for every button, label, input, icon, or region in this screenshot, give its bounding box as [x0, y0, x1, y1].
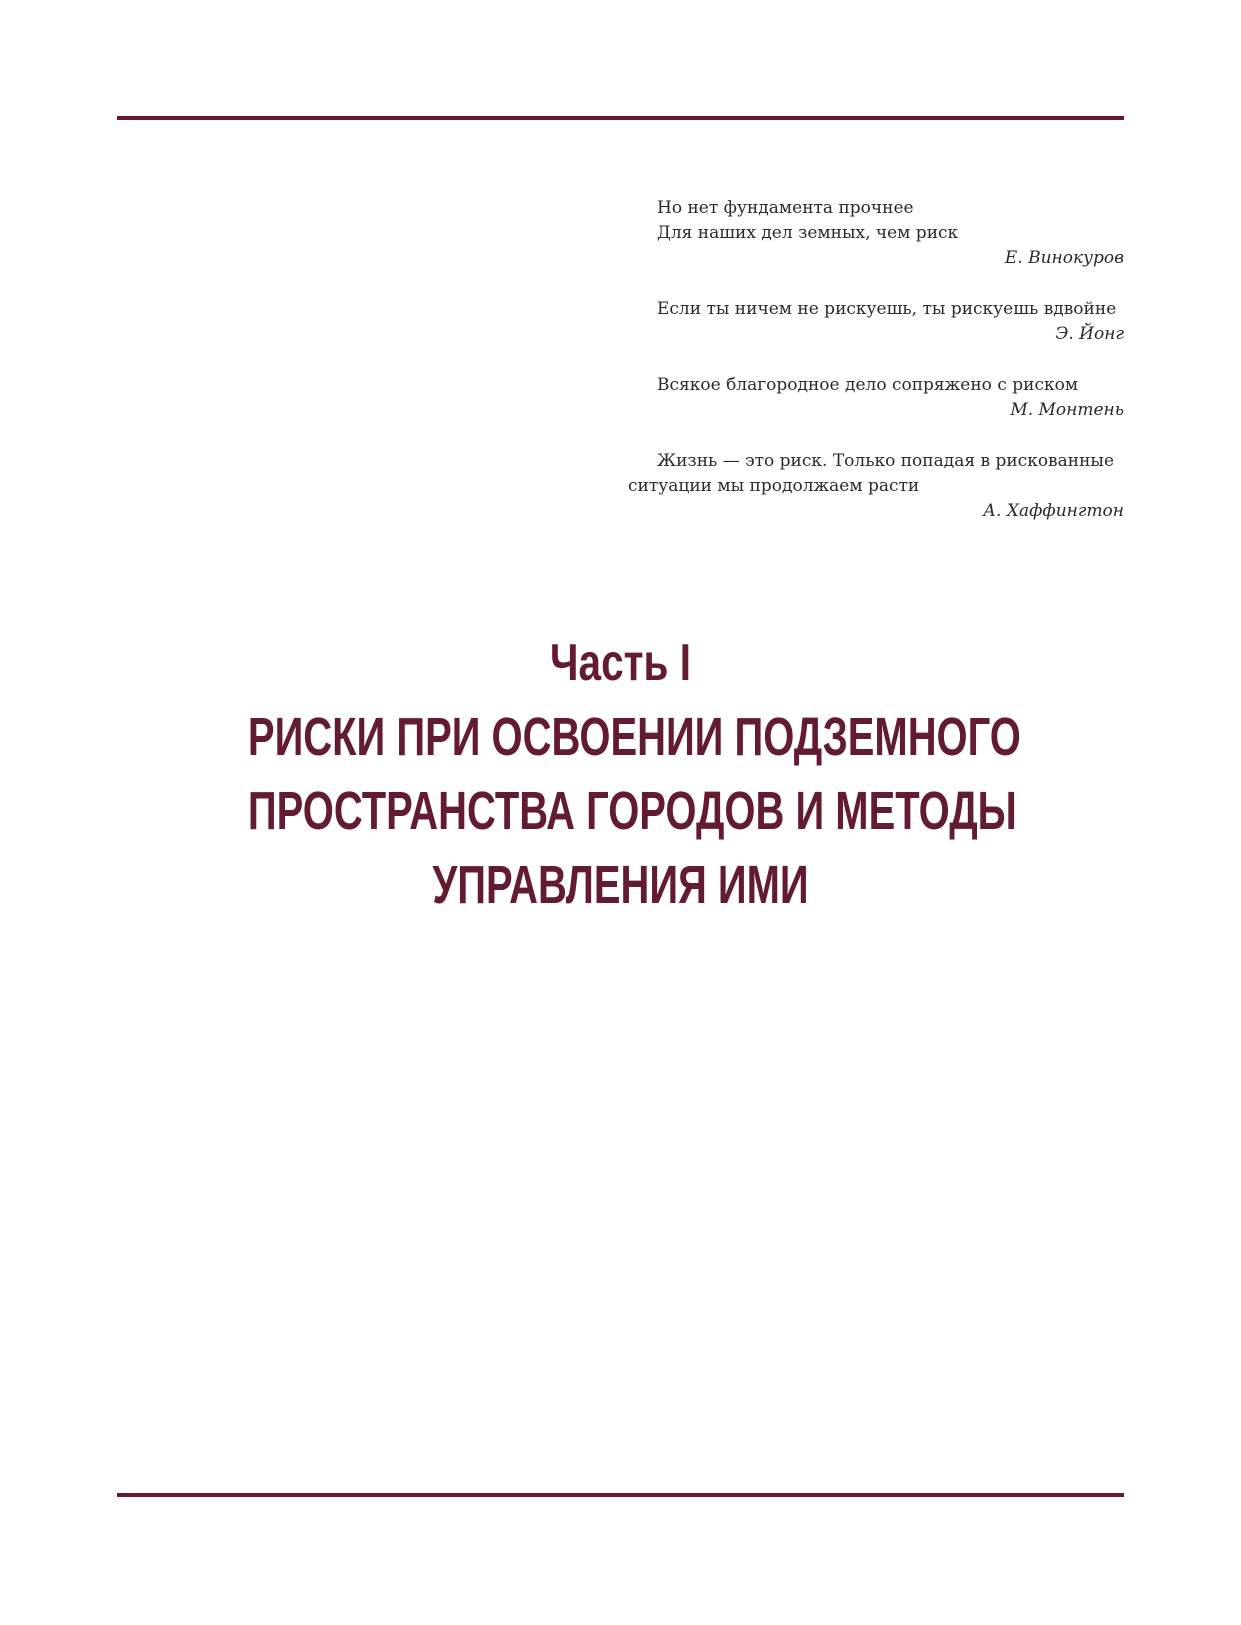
epigraph-line: Если ты ничем не рискуешь, ты рискуешь вдвойне: [657, 299, 1117, 319]
epigraph-line: Всякое благородное дело сопряжено с риском: [657, 375, 1079, 395]
part-title-line: ПРОСТРАНСТВА ГОРОДОВ И МЕТОДЫ: [247, 781, 1017, 841]
epigraph: [628, 373, 1124, 423]
epigraph-author: Е. Винокуров: [1004, 248, 1124, 268]
epigraph-author: Э. Йонг: [1055, 324, 1124, 344]
epigraph-line: Но нет фундамента прочнее: [657, 198, 914, 218]
epigraph-line: Жизнь — это риск. Только попадая в рискованные: [657, 451, 1115, 471]
epigraphs-block: [628, 196, 1124, 550]
epigraph-line: ситуации мы продолжаем расти: [628, 476, 920, 496]
bottom-rule: [117, 1493, 1124, 1497]
part-title-line: РИСКИ ПРИ ОСВОЕНИИ ПОДЗЕМНОГО: [247, 707, 1021, 767]
part-heading: [117, 626, 1124, 922]
epigraph: [628, 196, 1124, 271]
part-title-line: УПРАВЛЕНИЯ ИМИ: [432, 855, 809, 915]
epigraph-line: Для наших дел земных, чем риск: [657, 223, 959, 243]
epigraph: [628, 297, 1124, 347]
epigraph-author: М. Монтень: [1010, 400, 1124, 420]
epigraph-author: А. Хаффингтон: [983, 501, 1124, 521]
epigraph: [628, 449, 1124, 524]
part-label: Часть I: [550, 634, 691, 692]
top-rule: [117, 116, 1124, 120]
